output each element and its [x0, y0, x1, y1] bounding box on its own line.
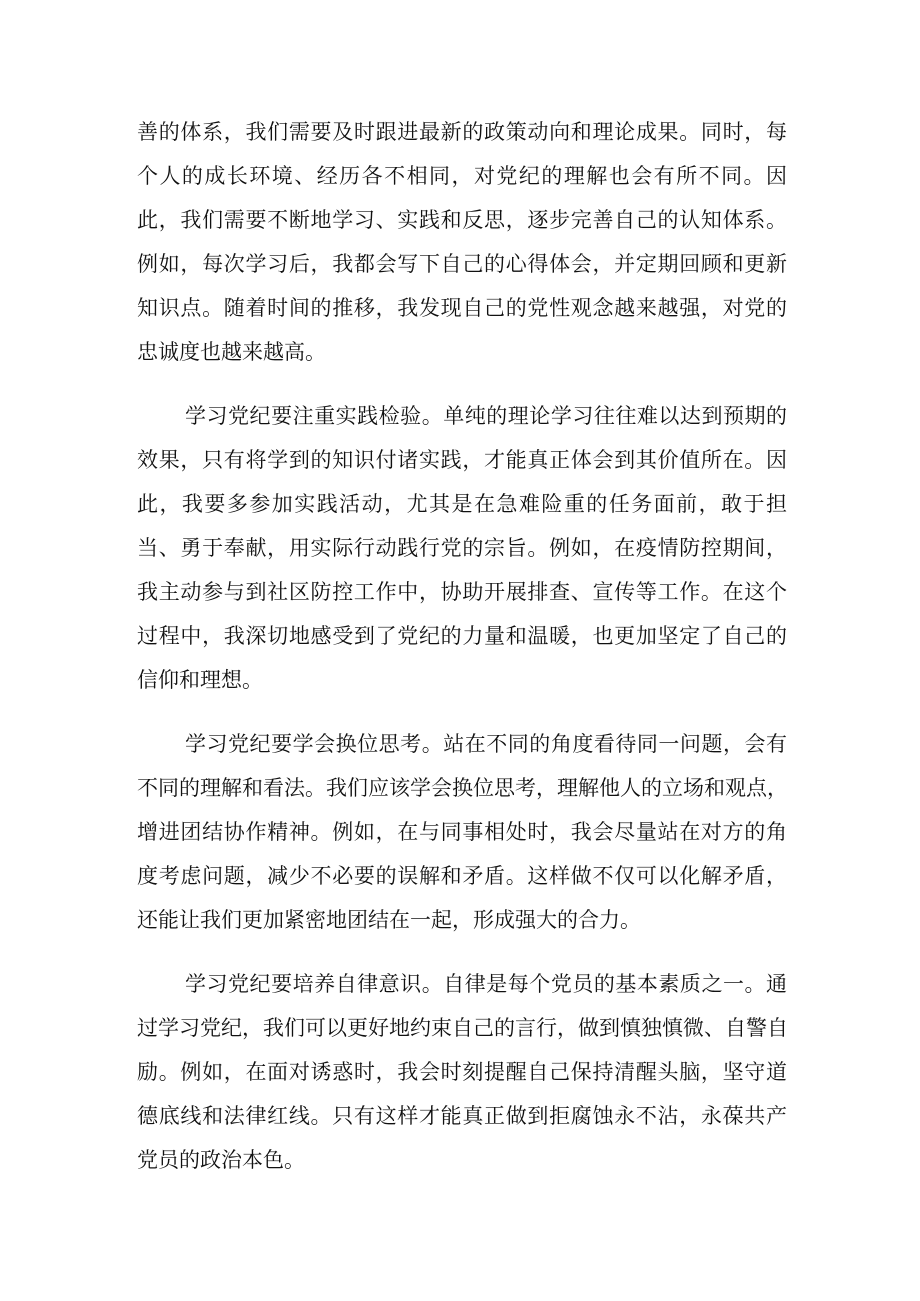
- text-line: 善的体系，我们需要及时跟进最新的政策动向和理论成果。同时，每: [137, 120, 787, 144]
- text-line: 还能让我们更加紧密地团结在一起，形成强大的合力。: [137, 908, 641, 932]
- text-line: 德底线和法律红线。只有这样才能真正做到拒腐蚀永不沾，永葆共产: [137, 1104, 787, 1128]
- text-line: 增进团结协作精神。例如，在与同事相处时，我会尽量站在对方的角: [137, 820, 787, 844]
- text-line: 忠诚度也越来越高。: [137, 340, 326, 364]
- text-line: 学习党纪要学会换位思考。站在不同的角度看待同一问题，会有: [185, 732, 787, 756]
- text-line: 当、勇于奉献，用实际行动践行党的宗旨。例如，在疫情防控期间，: [137, 536, 787, 560]
- text-line: 此，我们需要不断地学习、实践和反思，逐步完善自己的认知体系。: [137, 208, 787, 232]
- text-line: 过学习党纪，我们可以更好地约束自己的言行，做到慎独慎微、自警自: [137, 1016, 788, 1040]
- text-line: 效果，只有将学到的知识付诸实践，才能真正体会到其价值所在。因: [137, 448, 787, 472]
- text-line: 度考虑问题，减少不必要的误解和矛盾。这样做不仅可以化解矛盾，: [137, 864, 787, 888]
- text-line: 此，我要多参加实践活动，尤其是在急难险重的任务面前，敢于担: [137, 492, 787, 516]
- text-line: 个人的成长环境、经历各不相同，对党纪的理解也会有所不同。因: [137, 164, 787, 188]
- text-line: 信仰和理想。: [137, 668, 263, 692]
- paragraph-self-discipline: [137, 962, 787, 1182]
- text-line: 不同的理解和看法。我们应该学会换位思考，理解他人的立场和观点，: [137, 776, 788, 800]
- paragraph-practice-test: [137, 394, 787, 702]
- text-line: 例如，每次学习后，我都会写下自己的心得体会，并定期回顾和更新: [137, 252, 787, 276]
- text-line: 过程中，我深切地感受到了党纪的力量和温暖，也更加坚定了自己的: [137, 624, 787, 648]
- text-line: 我主动参与到社区防控工作中，协助开展排查、宣传等工作。在这个: [137, 580, 787, 604]
- text-line: 党员的政治本色。: [137, 1148, 305, 1172]
- text-line: 学习党纪要注重实践检验。单纯的理论学习往往难以达到预期的: [185, 404, 787, 428]
- text-line: 知识点。随着时间的推移，我发现自己的党性观念越来越强，对党的: [137, 296, 787, 320]
- text-line: 学习党纪要培养自律意识。自律是每个党员的基本素质之一。通: [185, 972, 787, 996]
- paragraph-perspective-taking: [137, 722, 787, 942]
- paragraph-cognitive-system: [137, 110, 787, 374]
- document-body: [137, 110, 787, 1202]
- text-line: 励。例如，在面对诱惑时，我会时刻提醒自己保持清醒头脑，坚守道: [137, 1060, 787, 1084]
